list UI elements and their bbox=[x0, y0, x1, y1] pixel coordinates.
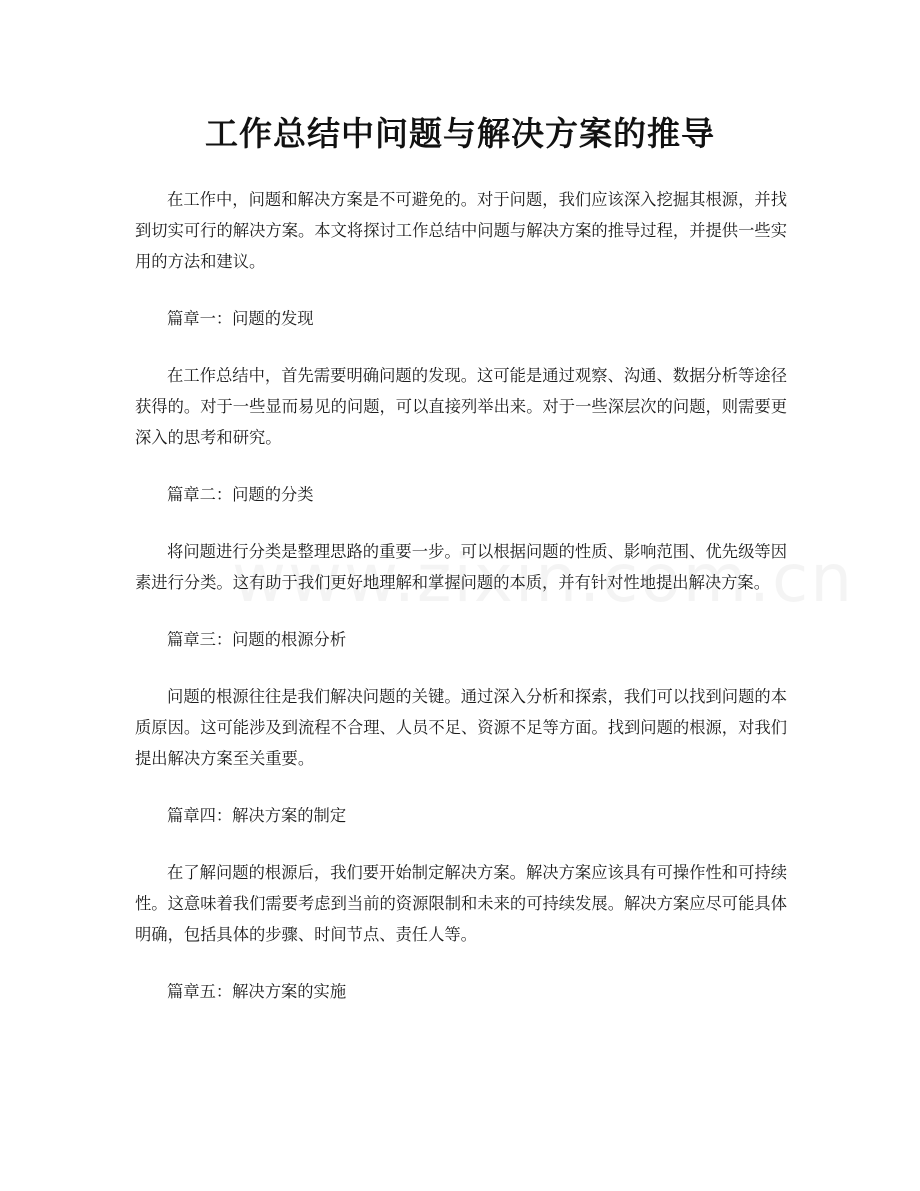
intro-paragraph: 在工作中，问题和解决方案是不可避免的。对于问题，我们应该深入挖掘其根源，并找到切实可行的解决方案。本文将探讨工作总结中问题与解决方案的推导过程，并提供一些实用的方法和建议。 bbox=[135, 190, 787, 271]
chapter-heading-3: 篇章三：问题的根源分析 bbox=[167, 630, 347, 649]
page-title: 工作总结中问题与解决方案的推导 bbox=[205, 114, 715, 153]
document-body bbox=[135, 184, 787, 1033]
chapter-1-paragraph: 在工作总结中，首先需要明确问题的发现。这可能是通过观察、沟通、数据分析等途径获得的。对于一些显而易见的问题，可以直接列举出来。对于一些深层次的问题，则需要更深入的思考和研究。 bbox=[135, 366, 787, 447]
chapter-heading-2: 篇章二：问题的分类 bbox=[167, 485, 314, 504]
chapter-4-paragraph: 在了解问题的根源后，我们要开始制定解决方案。解决方案应该具有可操作性和可持续性。这意味着我们需要考虑到当前的资源限制和未来的可持续发展。解决方案应尽可能具体明确，包括具体的步骤、时间节点、责任人等。 bbox=[135, 863, 787, 944]
chapter-heading-1: 篇章一：问题的发现 bbox=[167, 309, 314, 328]
chapter-heading-4: 篇章四：解决方案的制定 bbox=[167, 806, 347, 825]
chapter-2-paragraph: 将问题进行分类是整理思路的重要一步。可以根据问题的性质、影响范围、优先级等因素进行分类。这有助于我们更好地理解和掌握问题的本质，并有针对性地提出解决方案。 bbox=[135, 542, 787, 592]
chapter-3-paragraph: 问题的根源往往是我们解决问题的关键。通过深入分析和探索，我们可以找到问题的本质原因。这可能涉及到流程不合理、人员不足、资源不足等方面。找到问题的根源，对我们提出解决方案至关重要。 bbox=[135, 687, 787, 768]
chapter-heading-5: 篇章五：解决方案的实施 bbox=[167, 982, 347, 1001]
